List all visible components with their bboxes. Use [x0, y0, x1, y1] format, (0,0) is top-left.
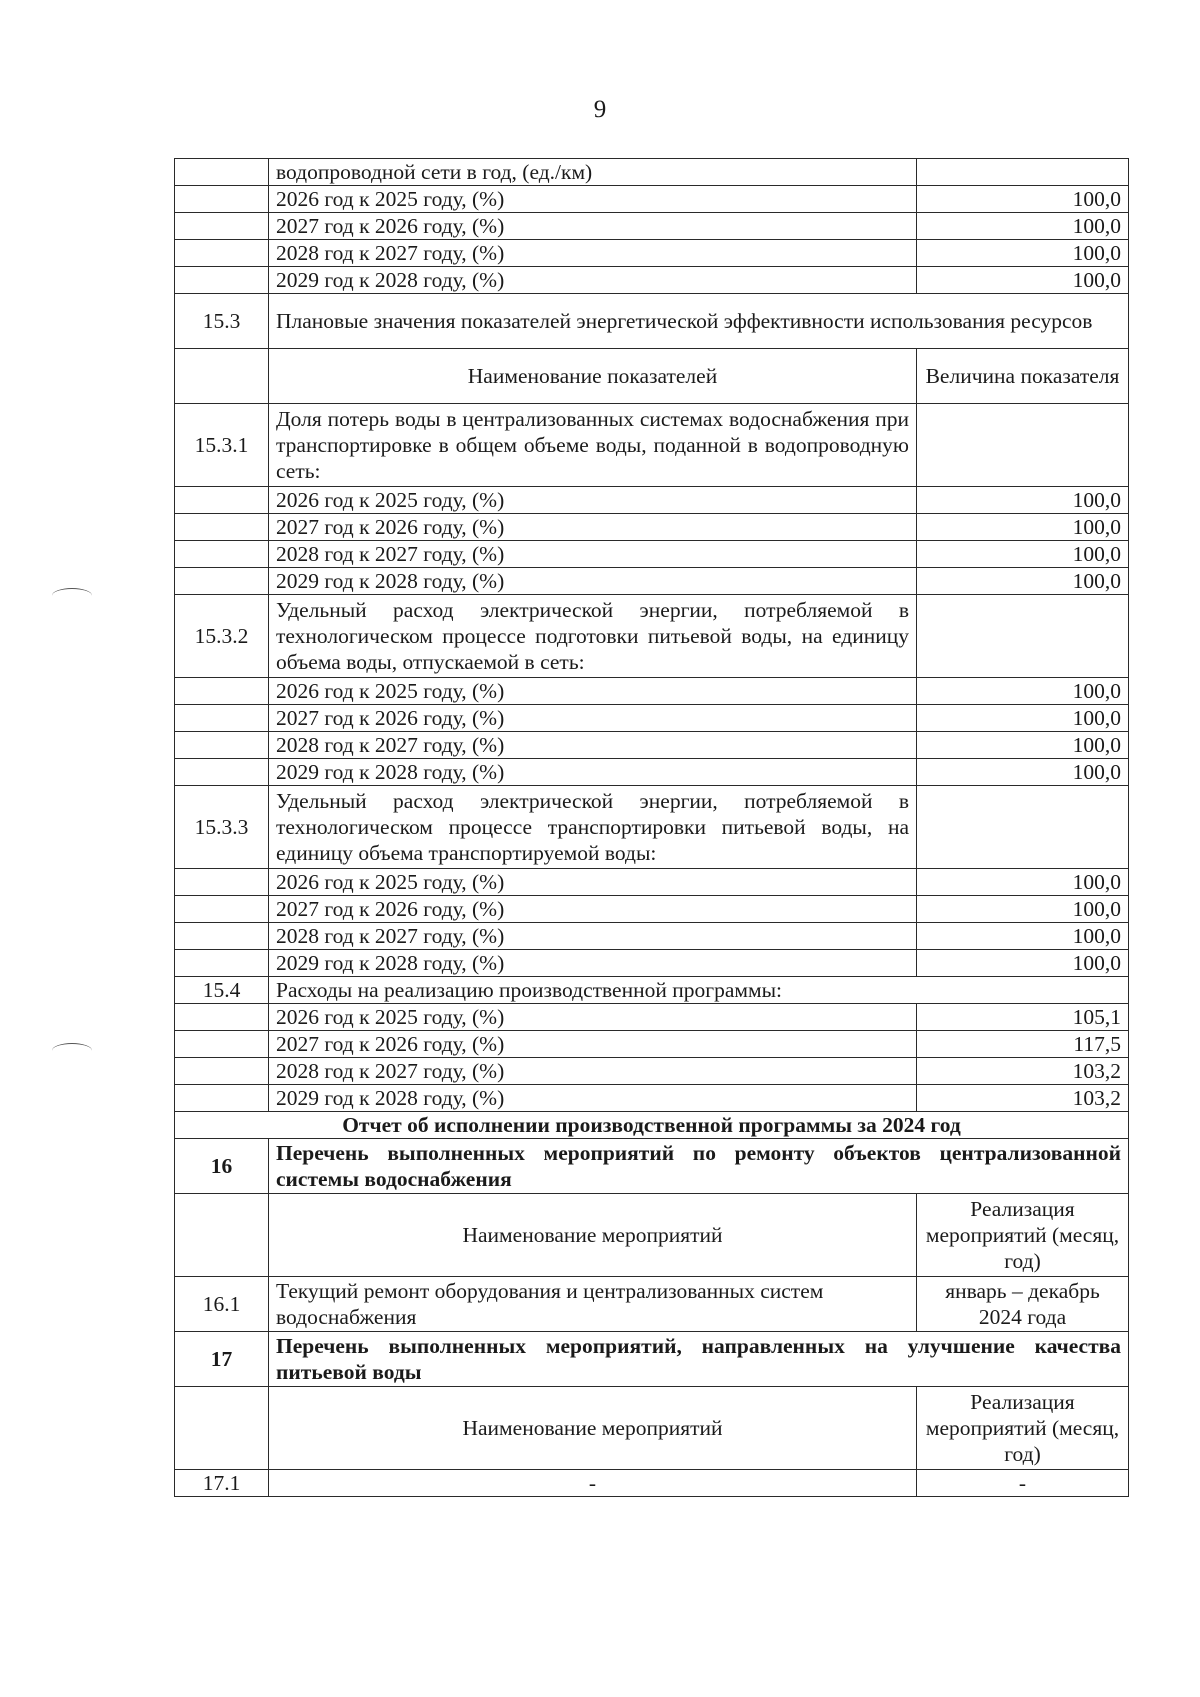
row-name: 2028 год к 2027 году, (%): [269, 1058, 917, 1085]
row-number: [175, 759, 269, 786]
row-value: [917, 595, 1129, 678]
row-name: Удельный расход электрической энергии, потребляемой в технологическом процессе транспортировки питьевой воды, на единицу объема транспортируемой воды:: [269, 786, 917, 869]
row-value: 100,0: [917, 896, 1129, 923]
table-row: [175, 487, 1129, 514]
column-header-value: Реализация мероприятий (месяц, год): [917, 1387, 1129, 1470]
report-title: Отчет об исполнении производственной программы за 2024 год: [175, 1112, 1129, 1139]
table-row: [175, 1139, 1129, 1194]
row-number: [175, 705, 269, 732]
row-name: 2027 год к 2026 году, (%): [269, 705, 917, 732]
row-name: 2027 год к 2026 году, (%): [269, 1031, 917, 1058]
table-row: [175, 568, 1129, 595]
row-name: 2026 год к 2025 году, (%): [269, 869, 917, 896]
row-number: 17.1: [175, 1470, 269, 1497]
table-row: [175, 678, 1129, 705]
scan-mark: [52, 588, 92, 603]
row-name: Удельный расход электрической энергии, потребляемой в технологическом процессе подготовки питьевой воды, на единицу объема воды, отпускаемой в сеть:: [269, 595, 917, 678]
row-value: 100,0: [917, 759, 1129, 786]
row-number: [175, 1058, 269, 1085]
section-number: 17: [175, 1332, 269, 1387]
section-number: 16: [175, 1139, 269, 1194]
table-row: [175, 1058, 1129, 1085]
table-row: [175, 869, 1129, 896]
section-number: 15.3: [175, 294, 269, 349]
column-header-value: Величина показателя: [917, 349, 1129, 404]
page-number: 9: [593, 96, 607, 123]
table-row: [175, 514, 1129, 541]
row-value: -: [917, 1470, 1129, 1497]
row-number: [175, 896, 269, 923]
row-value: [917, 404, 1129, 487]
row-value: январь – декабрь 2024 года: [917, 1277, 1129, 1332]
table-row: [175, 1194, 1129, 1277]
row-number: [175, 487, 269, 514]
row-name: 2028 год к 2027 году, (%): [269, 732, 917, 759]
table-row: [175, 1004, 1129, 1031]
row-value: 100,0: [917, 514, 1129, 541]
section-title: Перечень выполненных мероприятий, направленных на улучшение качества питьевой воды: [269, 1332, 1129, 1387]
row-number: 16.1: [175, 1277, 269, 1332]
table-row: [175, 1332, 1129, 1387]
row-value: 100,0: [917, 186, 1129, 213]
row-name: 2027 год к 2026 году, (%): [269, 514, 917, 541]
row-number: [175, 159, 269, 186]
table-row: [175, 404, 1129, 487]
table-row: [175, 159, 1129, 186]
table-row: [175, 759, 1129, 786]
table-row: [175, 213, 1129, 240]
row-number: [175, 923, 269, 950]
table-row: [175, 977, 1129, 1004]
row-value: 103,2: [917, 1085, 1129, 1112]
row-name: 2026 год к 2025 году, (%): [269, 487, 917, 514]
row-name: 2026 год к 2025 году, (%): [269, 1004, 917, 1031]
row-name: 2026 год к 2025 году, (%): [269, 678, 917, 705]
table-row: [175, 349, 1129, 404]
row-name: 2029 год к 2028 году, (%): [269, 759, 917, 786]
row-value: 100,0: [917, 267, 1129, 294]
row-value: 100,0: [917, 240, 1129, 267]
table-row: [175, 267, 1129, 294]
row-number: [175, 1004, 269, 1031]
table-row: [175, 923, 1129, 950]
table-row: [175, 294, 1129, 349]
row-number: [175, 568, 269, 595]
row-name: 2026 год к 2025 году, (%): [269, 186, 917, 213]
row-value: [917, 159, 1129, 186]
table-row: [175, 896, 1129, 923]
row-value: [917, 786, 1129, 869]
row-value: 103,2: [917, 1058, 1129, 1085]
table-row: [175, 1387, 1129, 1470]
row-value: 100,0: [917, 678, 1129, 705]
table-row: [175, 1085, 1129, 1112]
row-value: 100,0: [917, 732, 1129, 759]
row-name: Текущий ремонт оборудования и централизованных систем водоснабжения: [269, 1277, 917, 1332]
document-table: [174, 158, 1129, 1497]
row-number: [175, 1085, 269, 1112]
table-row: [175, 1112, 1129, 1139]
row-name: водопроводной сети в год, (ед./км): [269, 159, 917, 186]
row-name: 2029 год к 2028 году, (%): [269, 1085, 917, 1112]
row-name: 2029 год к 2028 году, (%): [269, 568, 917, 595]
table-row: [175, 1470, 1129, 1497]
table-row: [175, 786, 1129, 869]
row-number: [175, 1031, 269, 1058]
scan-mark: [52, 1043, 92, 1058]
row-value: 100,0: [917, 541, 1129, 568]
section-title: Расходы на реализацию производственной программы:: [269, 977, 1129, 1004]
table-row: [175, 950, 1129, 977]
row-name: 2028 год к 2027 году, (%): [269, 240, 917, 267]
column-header-name: Наименование показателей: [269, 349, 917, 404]
row-number: [175, 240, 269, 267]
row-number: [175, 267, 269, 294]
section-number: 15.4: [175, 977, 269, 1004]
row-value: 100,0: [917, 705, 1129, 732]
table-row: [175, 705, 1129, 732]
row-value: 100,0: [917, 568, 1129, 595]
row-name: 2027 год к 2026 году, (%): [269, 213, 917, 240]
table-row: [175, 1277, 1129, 1332]
row-name: 2029 год к 2028 году, (%): [269, 267, 917, 294]
row-value: 100,0: [917, 869, 1129, 896]
row-number: [175, 186, 269, 213]
row-number: [175, 950, 269, 977]
header-number: [175, 1387, 269, 1470]
row-name: 2028 год к 2027 году, (%): [269, 541, 917, 568]
row-number: 15.3.2: [175, 595, 269, 678]
row-name: Доля потерь воды в централизованных системах водоснабжения при транспортировке в общем объеме воды, поданной в водопроводную сеть:: [269, 404, 917, 487]
row-value: 117,5: [917, 1031, 1129, 1058]
row-value: 105,1: [917, 1004, 1129, 1031]
section-title: Перечень выполненных мероприятий по ремонту объектов централизованной системы водоснабжения: [269, 1139, 1129, 1194]
column-header-name: Наименование мероприятий: [269, 1194, 917, 1277]
row-number: 15.3.1: [175, 404, 269, 487]
row-value: 100,0: [917, 923, 1129, 950]
row-value: 100,0: [917, 213, 1129, 240]
table-row: [175, 186, 1129, 213]
table-row: [175, 732, 1129, 759]
row-number: [175, 213, 269, 240]
row-number: 15.3.3: [175, 786, 269, 869]
row-number: [175, 869, 269, 896]
table-row: [175, 1031, 1129, 1058]
row-name: 2027 год к 2026 году, (%): [269, 896, 917, 923]
row-number: [175, 541, 269, 568]
section-title: Плановые значения показателей энергетической эффективности использования ресурсов: [269, 294, 1129, 349]
row-value: 100,0: [917, 487, 1129, 514]
row-number: [175, 678, 269, 705]
row-name: 2028 год к 2027 году, (%): [269, 923, 917, 950]
column-header-value: Реализация мероприятий (месяц, год): [917, 1194, 1129, 1277]
row-value: 100,0: [917, 950, 1129, 977]
row-number: [175, 514, 269, 541]
row-number: [175, 732, 269, 759]
header-number: [175, 1194, 269, 1277]
table-row: [175, 595, 1129, 678]
table-row: [175, 240, 1129, 267]
column-header-name: Наименование мероприятий: [269, 1387, 917, 1470]
row-name: 2029 год к 2028 году, (%): [269, 950, 917, 977]
table-row: [175, 541, 1129, 568]
row-name: -: [269, 1470, 917, 1497]
header-number: [175, 349, 269, 404]
